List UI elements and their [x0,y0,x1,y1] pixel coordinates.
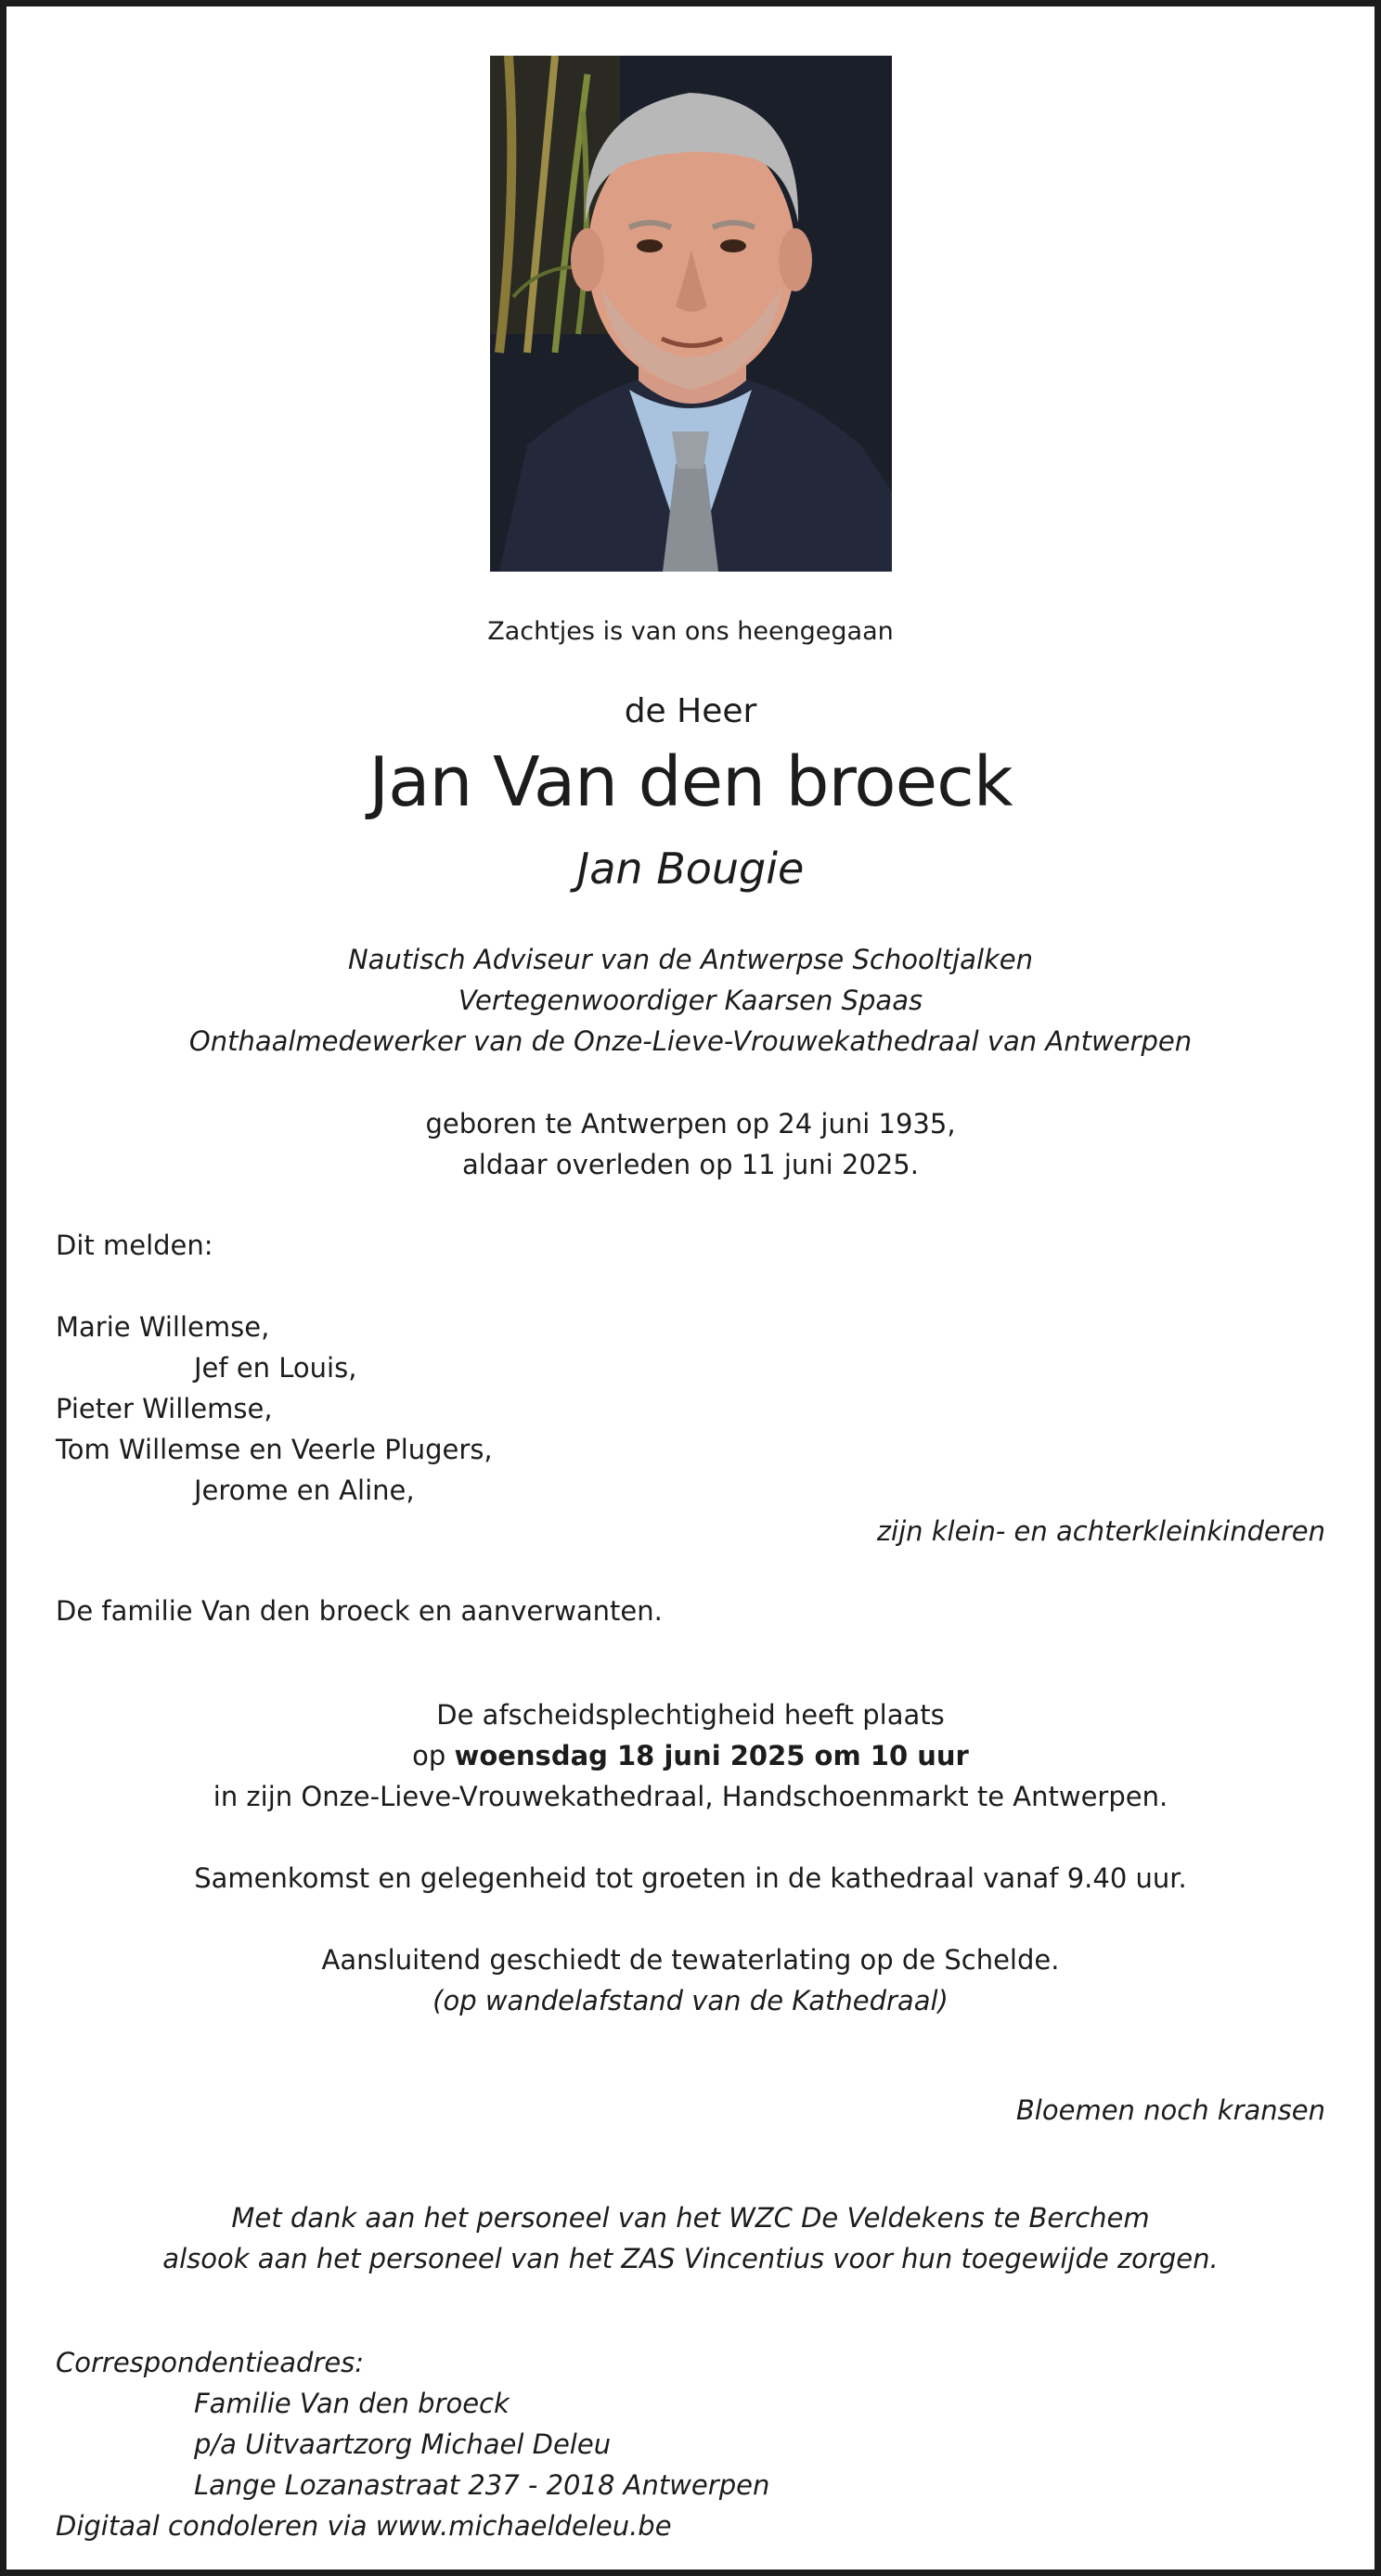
correspondence-line: Familie Van den broeck [194,2388,510,2419]
portrait-illustration [490,56,892,572]
flowers-note: Bloemen noch kransen [1015,2094,1325,2126]
family-member: Jef en Louis, [194,1352,357,1384]
honorific: de Heer [624,692,757,730]
correspondence-line: Lange Lozanastraat 237 - 2018 Antwerpen [194,2469,770,2501]
online-condolence[interactable]: Digitaal condoleren via www.michaeldeleu.be [56,2510,672,2542]
grandchildren-note: zijn klein- en achterkleinkinderen [876,1515,1325,1547]
deceased-name: Jan Van den broeck [368,742,1013,822]
correspondence-label: Correspondentieadres: [56,2347,365,2378]
intro-text: Zachtjes is van ons heengegaan [487,617,894,646]
thanks-line: Met dank aan het personeel van het WZC De Veldekens te Berchem [231,2202,1150,2234]
after-ceremony-note: (op wandelafstand van de Kathedraal) [432,1985,949,2016]
role-line: Vertegenwoordiger Kaarsen Spaas [458,985,923,1016]
announce-label: Dit melden: [56,1230,213,1261]
birth-line: geboren te Antwerpen op 24 juni 1935, [425,1108,956,1140]
portrait-photo [490,56,892,572]
ceremony-date-line [6,1735,1375,1776]
ceremony-location: in zijn Onze-Lieve-Vrouwekathedraal, Handschoenmarkt te Antwerpen. [213,1781,1168,1812]
ceremony-date: woensdag 18 juni 2025 om 10 uur [454,1740,969,1771]
extended-family: De familie Van den broeck en aanverwanten. [56,1595,663,1627]
death-line: aldaar overleden op 11 juni 2025. [462,1149,919,1180]
role-line: Onthaalmedewerker van de Onze-Lieve-Vrouwekathedraal van Antwerpen [188,1025,1193,1057]
after-ceremony-line: Aansluitend geschiedt de tewaterlating op de Schelde. [321,1944,1060,1976]
ceremony-date-prefix: op [412,1740,455,1771]
gathering-line: Samenkomst en gelegenheid tot groeten in de kathedraal vanaf 9.40 uur. [194,1862,1187,1894]
role-line: Nautisch Adviseur van de Antwerpse Schooltjalken [347,944,1034,975]
ceremony-line: De afscheidsplechtigheid heeft plaats [436,1699,945,1731]
family-member: Tom Willemse en Veerle Plugers, [56,1434,493,1465]
family-member: Jerome en Aline, [194,1475,415,1506]
family-member: Pieter Willemse, [56,1393,273,1424]
nickname: Jan Bougie [576,844,805,894]
family-member: Marie Willemse, [56,1311,270,1343]
correspondence-line: p/a Uitvaartzorg Michael Deleu [194,2428,612,2460]
thanks-line: alsook aan het personeel van het ZAS Vincentius voor hun toegewijde zorgen. [162,2243,1219,2274]
